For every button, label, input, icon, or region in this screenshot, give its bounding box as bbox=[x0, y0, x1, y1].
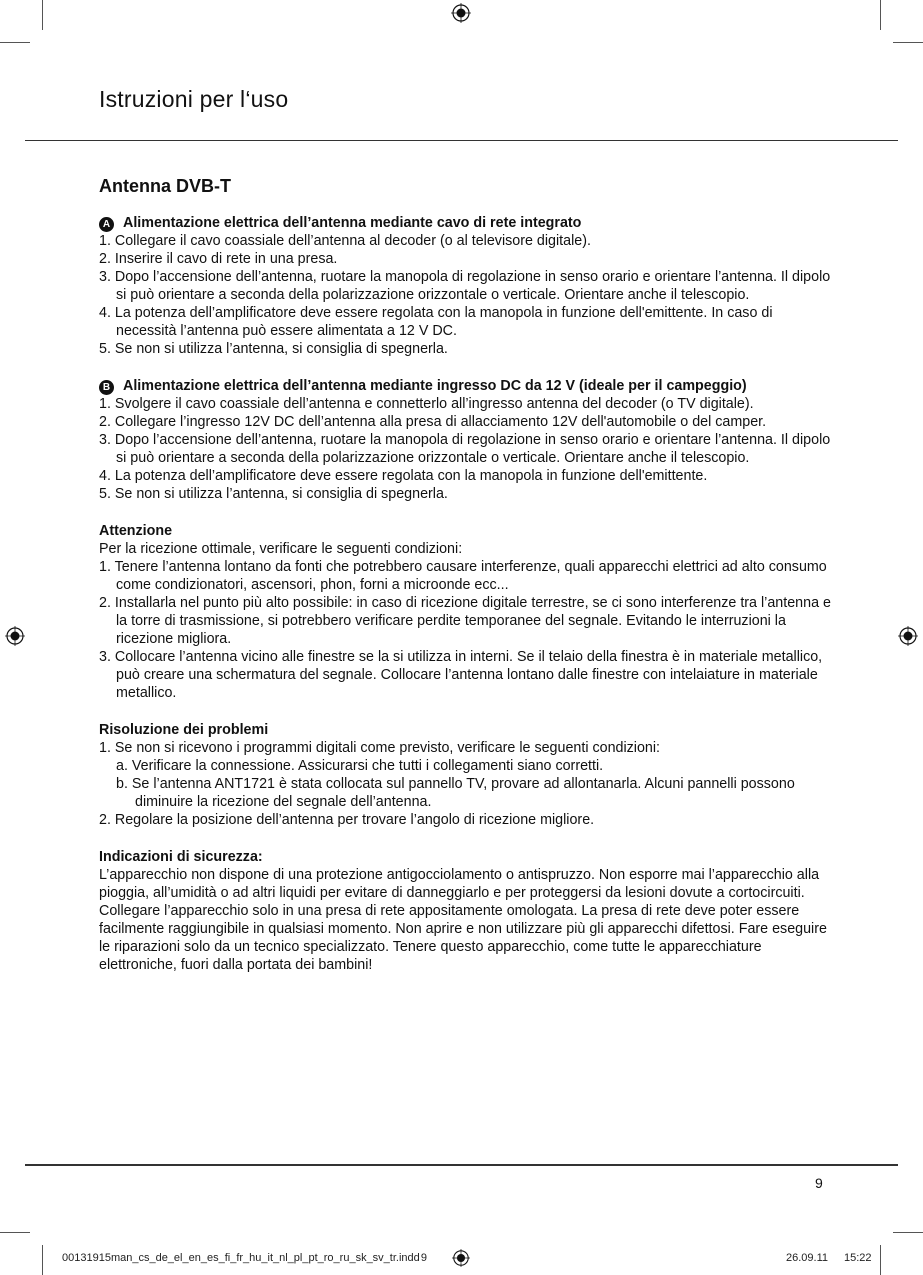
registration-crosshair-icon bbox=[451, 3, 471, 23]
list-item: 2. Inserire il cavo di rete in una presa. bbox=[99, 251, 338, 267]
document-body bbox=[99, 174, 834, 993]
safety-section bbox=[99, 848, 834, 974]
list-item: 2. Installarla nel punto più alto possibile: in caso di ricezione digitale terrestre, se ci sono interferenze tra l’antenna e la torre di trasmissione, si potrebbero verificare perdite temporanee del segnale. Evitando le interruzioni la ricezione migliora. bbox=[99, 595, 831, 647]
section-a-badge: A bbox=[99, 217, 114, 232]
safety-heading: Indicazioni di sicurezza: bbox=[99, 849, 263, 865]
troubleshooting-steps bbox=[99, 739, 834, 757]
slug-time: 15:22 bbox=[844, 1252, 872, 1264]
list-item: 2. Regolare la posizione dell’antenna per trovare l’angolo di ricezione migliore. bbox=[99, 812, 595, 828]
list-item: 3. Collocare l’antenna vicino alle finestre se la si utilizza in interni. Se il telaio della finestra è in materiale metallico, può creare una schermatura del segnale. Collocare l’antenna lontano dalle finestre con intelaiature in materiale metallico. bbox=[99, 649, 823, 701]
troubleshooting-sublist bbox=[99, 757, 834, 811]
list-item: 1. Tenere l’antenna lontano da fonti che potrebbero causare interferenze, quali apparecchi elettrici ad alto consumo come condizionatori, ascensori, phon, forni a microonde ecc... bbox=[99, 559, 827, 593]
footer-rule bbox=[25, 1164, 898, 1166]
list-item: 4. La potenza dell’amplificatore deve essere regolata con la manopola in funzione dell'emittente. In caso di necessità l’antenna può essere alimentata a 12 V DC. bbox=[99, 305, 773, 339]
section-a-heading: A Alimentazione elettrica dell’antenna mediante cavo di rete integrato bbox=[99, 214, 834, 232]
slug-page-number: 9 bbox=[420, 1252, 427, 1264]
list-item: b. Se l’antenna ANT1721 è stata collocata sul pannello TV, provare ad allontanarla. Alcuni pannelli possono diminuire la ricezione del segnale dell’antenna. bbox=[116, 776, 795, 810]
crop-mark bbox=[0, 42, 30, 43]
registration-crosshair-icon bbox=[5, 626, 25, 646]
crop-mark bbox=[42, 1245, 43, 1275]
list-item: 5. Se non si utilizza l’antenna, si consiglia di spegnerla. bbox=[99, 341, 448, 357]
list-item: 3. Dopo l’accensione dell’antenna, ruotare la manopola di regolazione in senso orario e orientare l’antenna. Il dipolo si può orientare a seconda della polarizzazione orizzontale o verticale. Orientare anche il telescopio. bbox=[99, 432, 831, 466]
list-item: 4. La potenza dell’amplificatore deve essere regolata con la manopola in funzione dell'emittente. bbox=[99, 468, 708, 484]
attention-intro: Per la ricezione ottimale, verificare le seguenti condizioni: bbox=[99, 541, 463, 557]
section-b bbox=[99, 377, 834, 503]
list-item: 1. Svolgere il cavo coassiale dell’antenna e connetterlo all’ingresso antenna del decoder (o TV digitale). bbox=[99, 396, 754, 412]
crop-mark bbox=[0, 1232, 30, 1233]
safety-text: L’apparecchio non dispone di una protezione antigocciolamento o antispruzzo. Non esporre mai l’apparecchio alla pioggia, all’umidità o ad altri liquidi per evitare di danneggiarlo e per proteggersi da lesioni dovute a cortocircuiti. Collegare l’apparecchio solo in una presa di rete appositamente omologata. La presa di rete deve poter essere facilmente raggiungibile in qualsiasi momento. Non aprire e non utilizzare più gli apparecchi difettosi. Fare eseguire le riparazioni solo da un tecnico specializzato. Tenere questo apparecchio, come tutte le apparecchiature elettroniche, fuori dalla portata dei bambini! bbox=[99, 867, 827, 973]
troubleshooting-section bbox=[99, 721, 834, 829]
registration-crosshair-icon bbox=[452, 1249, 470, 1267]
document-title: Antenna DVB-T bbox=[99, 176, 231, 196]
page-header-title: Istruzioni per l‘uso bbox=[99, 86, 289, 112]
section-b-heading: B Alimentazione elettrica dell’antenna mediante ingresso DC da 12 V (ideale per il campeggio) bbox=[99, 377, 834, 395]
attention-steps bbox=[99, 558, 834, 702]
list-item: 3. Dopo l’accensione dell’antenna, ruotare la manopola di regolazione in senso orario e orientare l’antenna. Il dipolo si può orientare a seconda della polarizzazione orizzontale o verticale. Orientare anche il telescopio. bbox=[99, 269, 831, 303]
slug-date: 26.09.11 bbox=[786, 1252, 829, 1264]
section-b-steps bbox=[99, 395, 834, 503]
list-item: 1. Se non si ricevono i programmi digitali come previsto, verificare le seguenti condizioni: bbox=[99, 740, 661, 756]
crop-mark bbox=[893, 42, 923, 43]
list-item: 1. Collegare il cavo coassiale dell’antenna al decoder (o al televisore digitale). bbox=[99, 233, 591, 249]
crop-mark bbox=[880, 0, 881, 30]
crop-mark bbox=[893, 1232, 923, 1233]
list-item: 2. Collegare l’ingresso 12V DC dell’antenna alla presa di allacciamento 12V dell'automobile o del camper. bbox=[99, 414, 767, 430]
header-rule bbox=[25, 140, 898, 141]
section-b-badge: B bbox=[99, 380, 114, 395]
section-a bbox=[99, 214, 834, 358]
registration-crosshair-icon bbox=[898, 626, 918, 646]
slug-filename: 00131915man_cs_de_el_en_es_fi_fr_hu_it_nl_pl_pt_ro_ru_sk_sv_tr.indd 9 bbox=[62, 1252, 427, 1264]
attention-heading: Attenzione bbox=[99, 523, 173, 539]
list-item: a. Verificare la connessione. Assicurarsi che tutti i collegamenti siano corretti. bbox=[116, 758, 604, 774]
list-item: 5. Se non si utilizza l’antenna, si consiglia di spegnerla. bbox=[99, 486, 448, 502]
section-a-steps bbox=[99, 232, 834, 358]
page-number: 9 bbox=[815, 1175, 823, 1191]
crop-mark bbox=[880, 1245, 881, 1275]
crop-mark bbox=[42, 0, 43, 30]
troubleshooting-steps-2 bbox=[99, 811, 834, 829]
troubleshooting-heading: Risoluzione dei problemi bbox=[99, 722, 269, 738]
attention-section bbox=[99, 522, 834, 702]
